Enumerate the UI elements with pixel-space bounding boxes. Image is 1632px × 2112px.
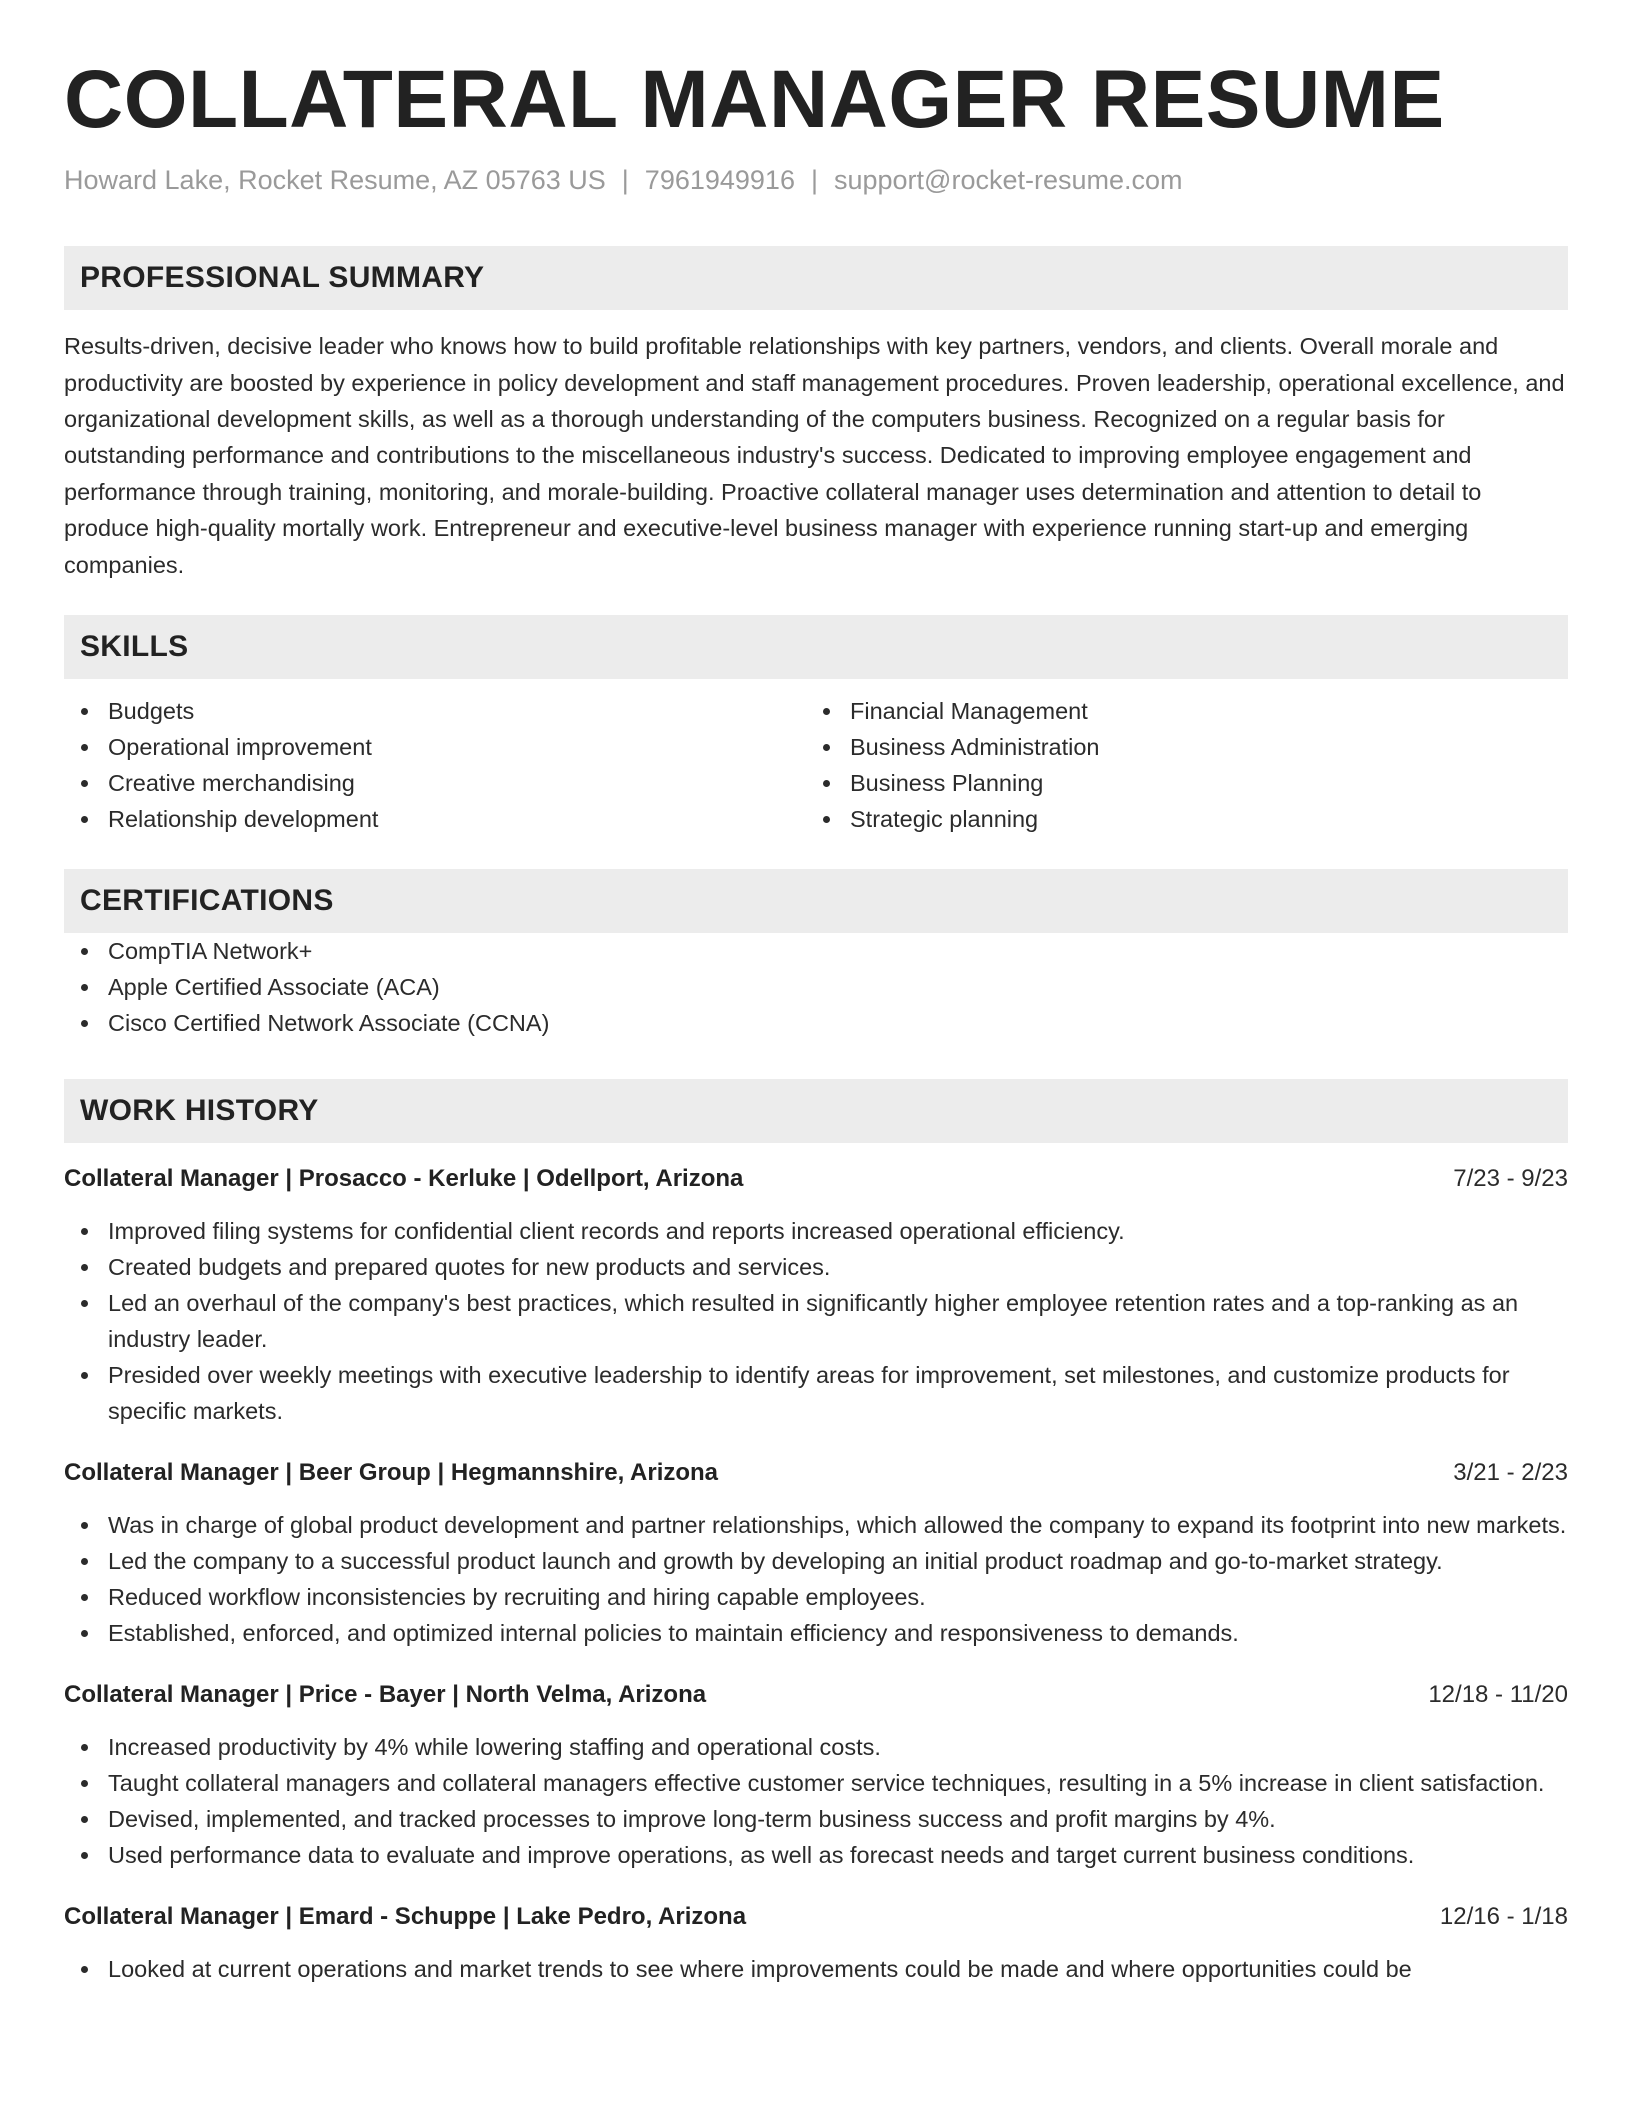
job-bullet: Created budgets and prepared quotes for new products and services. bbox=[108, 1249, 1568, 1285]
job-title: Collateral Manager | Beer Group | Hegmannshire, Arizona bbox=[64, 1459, 719, 1487]
job-bullets bbox=[64, 1729, 1568, 1873]
contact-email: support@rocket-resume.com bbox=[833, 165, 1183, 196]
skills-column-left bbox=[64, 693, 806, 837]
job-bullets bbox=[64, 1951, 1568, 1987]
job-bullet: Taught collateral managers and collateral managers effective customer service techniques, resulting in a 5% increase in client satisfaction. bbox=[108, 1765, 1568, 1801]
skill-item: Business Planning bbox=[850, 765, 1548, 801]
job-title: Collateral Manager | Prosacco - Kerluke | Odellport, Arizona bbox=[64, 1165, 744, 1193]
job-bullet: Devised, implemented, and tracked processes to improve long-term business success and profit margins by 4%. bbox=[108, 1801, 1568, 1837]
job-bullet: Improved filing systems for confidential client records and reports increased operational efficiency. bbox=[108, 1213, 1568, 1249]
contact-phone: 7961949916 bbox=[644, 165, 795, 196]
job-dates: 3/21 - 2/23 bbox=[1453, 1459, 1568, 1487]
job-entry bbox=[64, 1899, 1568, 1987]
job-title: Collateral Manager | Price - Bayer | North Velma, Arizona bbox=[64, 1681, 707, 1709]
job-bullet: Used performance data to evaluate and improve operations, as well as forecast needs and target current business conditions. bbox=[108, 1837, 1568, 1873]
job-bullet: Presided over weekly meetings with executive leadership to identify areas for improvement, set milestones, and customize products for specific markets. bbox=[108, 1357, 1568, 1429]
job-header bbox=[64, 1677, 1568, 1713]
skill-item: Budgets bbox=[108, 693, 806, 729]
skills-heading: SKILLS bbox=[64, 615, 1568, 679]
job-header bbox=[64, 1455, 1568, 1491]
job-bullet: Was in charge of global product development and partner relationships, which allowed the company to expand its footprint into new markets. bbox=[108, 1507, 1568, 1543]
job-entry bbox=[64, 1677, 1568, 1873]
certification-item: Cisco Certified Network Associate (CCNA) bbox=[108, 1005, 1568, 1041]
certifications-heading: CERTIFICATIONS bbox=[64, 869, 1568, 933]
job-bullet: Established, enforced, and optimized internal policies to maintain efficiency and responsiveness to demands. bbox=[108, 1615, 1568, 1651]
contact-separator: | bbox=[621, 165, 629, 196]
job-title: Collateral Manager | Emard - Schuppe | Lake Pedro, Arizona bbox=[64, 1903, 747, 1931]
job-entry bbox=[64, 1455, 1568, 1651]
job-bullet: Looked at current operations and market trends to see where improvements could be made and where opportunities could be bbox=[108, 1951, 1568, 1987]
skill-item: Business Administration bbox=[850, 729, 1548, 765]
job-bullet: Reduced workflow inconsistencies by recruiting and hiring capable employees. bbox=[108, 1579, 1568, 1615]
skill-item: Financial Management bbox=[850, 693, 1548, 729]
certifications-list bbox=[64, 933, 1568, 1041]
job-bullets bbox=[64, 1213, 1568, 1429]
job-bullets bbox=[64, 1507, 1568, 1651]
job-bullet: Led the company to a successful product launch and growth by developing an initial product roadmap and go-to-market strategy. bbox=[108, 1543, 1568, 1579]
skill-item: Creative merchandising bbox=[108, 765, 806, 801]
job-entry bbox=[64, 1161, 1568, 1429]
work-history-heading: WORK HISTORY bbox=[64, 1079, 1568, 1143]
contact-address: Howard Lake, Rocket Resume, AZ 05763 US bbox=[64, 165, 606, 196]
certification-item: CompTIA Network+ bbox=[108, 933, 1568, 969]
job-bullet: Increased productivity by 4% while lowering staffing and operational costs. bbox=[108, 1729, 1568, 1765]
skills-grid bbox=[64, 693, 1568, 837]
skill-item: Operational improvement bbox=[108, 729, 806, 765]
skills-list-left bbox=[64, 693, 806, 837]
certification-item: Apple Certified Associate (ACA) bbox=[108, 969, 1568, 1005]
job-bullet: Led an overhaul of the company's best practices, which resulted in significantly higher employee retention rates and a top-ranking as an industry leader. bbox=[108, 1285, 1568, 1357]
job-header bbox=[64, 1161, 1568, 1197]
contact-separator: | bbox=[810, 165, 818, 196]
skills-column-right bbox=[806, 693, 1548, 837]
skill-item: Strategic planning bbox=[850, 801, 1548, 837]
job-dates: 7/23 - 9/23 bbox=[1453, 1165, 1568, 1193]
job-dates: 12/18 - 11/20 bbox=[1428, 1681, 1568, 1709]
skills-list-right bbox=[806, 693, 1548, 837]
summary-heading: PROFESSIONAL SUMMARY bbox=[64, 246, 1568, 310]
summary-text: Results-driven, decisive leader who knows how to build profitable relationships with key partners, vendors, and clients. Overall morale and productivity are boosted by experience in policy development and staff management procedures. Proven leadership, operational excellence, and organizational development skills, as well as a thorough understanding of the computers business. Recognized on a regular basis for outstanding performance and contributions to the miscellaneous industry's success. Dedicated to improving employee engagement and performance through training, monitoring, and morale-building. Proactive collateral manager uses determination and attention to detail to produce high-quality mortally work. Entrepreneur and executive-level business manager with experience running start-up and emerging companies. bbox=[64, 333, 1565, 578]
resume-title: COLLATERAL MANAGER RESUME bbox=[64, 54, 1445, 145]
job-header bbox=[64, 1899, 1568, 1935]
skill-item: Relationship development bbox=[108, 801, 806, 837]
contact-line bbox=[64, 165, 1568, 196]
job-dates: 12/16 - 1/18 bbox=[1439, 1903, 1568, 1931]
